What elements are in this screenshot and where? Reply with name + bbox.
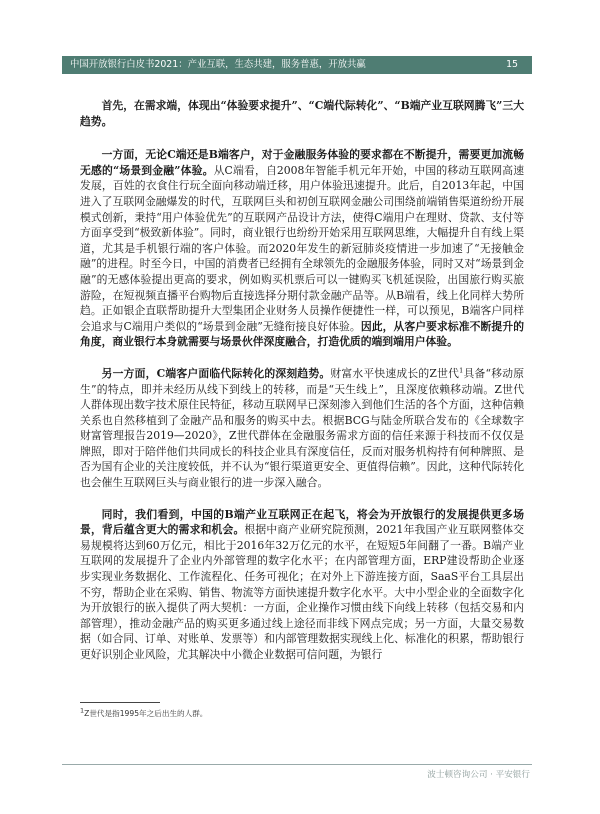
footnote-mark: 1 [80,706,85,715]
running-header [62,56,532,74]
body-text [80,98,524,679]
experience-body: 从C端看，自2008年智能手机元年开始，中国的移动互联网高速发展，百姓的衣食住行玩全面向移动端迁移，用户体验迅速提升。此后，自2013年起，中国进入了互联网金融爆发的时代，互联网巨头和初创互联网金融公司围绕前端销售渠道纷纷开展模式创新，秉持“用户体验优先”的互联网产品设计方法，使得C端用户在理财、贷款、支付等方面享受到“极致新体验”。同时，商业银行也纷纷开始采用互联网思维，大幅提升自有线上渠道，尤其是手机银行端的客户体验。而2020年发生的新冠肺炎疫情进一步加速了“无接触金融”的进程。时至今日，中国的消费者已经拥有全球领先的金融服务体验，同时又对“场景到金融”的无感体验提出更高的要求，例如购买机票后可以一键购买飞机延误险，出国旅行购买旅游险，在短视频直播平台购物后直接选择分期付款金融产品等。从B端看，线上化同样大势所趋。正如银企直联帮助提升大型集团企业财务人员操作便捷性一样，可以预见，B端客户同样会追求与C端用户类似的“场景到金融”无缝衔接良好体验。 [80,163,524,333]
footer-divider [62,764,532,765]
footer-credit: 波士顿咨询公司 · 平安银行 [427,770,530,780]
paragraph-generation [80,366,524,491]
paragraph-intro [80,98,524,129]
intro-bold: 首先，在需求端，体现出“体验要求提升”、“C端代际转化”、“B端产业互联网腾飞”三大趋势。 [80,99,524,128]
industrial-body: 根据中商产业研究院预测，2021年我国产业互联网整体交易规模将达到60万亿元，相比于2016年32万亿元的水平，在短短5年间翻了一番。B端产业互联网的发展提升了企业内外部管理的数字化水平；在内部管理方面，ERP建设帮助企业逐步实现业务数据化、工作流程化、任务可视化；在对外上下游连接方面，SaaS平台工具层出不穷，帮助企业在采购、销售、物流等方面快速提升数字化水平。大中小型企业的全面数字化为开放银行的嵌入提供了两大契机：一方面，企业操作习惯由线下向线上转移（包括交易和内部管理），推动金融产品的购买更多通过线上途径而非线下网点完成；另一方面，大量交易数据（如合同、订单、对账单、发票等）和内部管理数据实现线上化、标准化的积累，帮助银行更好识别企业风险，尤其解决中小微企业数据可信问题，为银行 [80,523,524,661]
page-number: 15 [506,59,518,70]
footnote-text: Z世代是指1995年之后出生的人群。 [84,709,208,718]
footnote-ref[interactable]: 1 [459,366,464,375]
footnote-divider [80,702,160,703]
header-title: 中国开放银行白皮书2021：产业互联，生态共建，服务普惠，开放共赢 [70,59,366,70]
generation-body-a: 财富水平快速成长的Z世代 [330,366,460,380]
generation-lead: 另一方面，C端客户面临代际转化的深刻趋势。 [101,366,331,380]
generation-body-b: 具备“移动原生”的特点，即并未经历从线下到线上的转移，而是“天生线上”，且深度依赖移动端。Z世代人群体现出数字技术原住民特征，移动互联网早已深刻渗入到他们生活的各个方面，这种信赖关系也自然移植到了金融产品和服务的购买中去。根据BCG与陆金所联合发布的《全球数字财富管理报告2019—2020》，Z世代群体在金融服务需求方面的信任来源于科技而不仅仅是牌照，即对于陪伴他们共同成长的科技企业具有深度信任，反而对服务机构持有何种牌照、是否为国有企业的关注度较低，并不认为“银行渠道更安全、更值得信赖”。因此，这种代际转化也会催生互联网巨头与商业银行的进一步深入融合。 [80,366,524,490]
experience-lead: 一方面，无论C端还是B端客户，对于金融服务体验的要求都在不断提升，需要更加流畅无感的“场景到金融”体验。 [80,148,524,177]
industrial-lead: 同时，我们看到，中国的B端产业互联网正在起飞，将会为开放银行的发展提供更多场景，背后蕴含更大的需求和机会。 [80,507,524,537]
paragraph-industrial-internet [80,507,524,663]
experience-conclusion: 因此，从客户要求标准不断提升的角度，商业银行本身就需要与场景伙伴深度融合，打造优质的端到端用户体验。 [80,319,524,349]
footnote [80,708,207,719]
paragraph-experience [80,147,524,350]
